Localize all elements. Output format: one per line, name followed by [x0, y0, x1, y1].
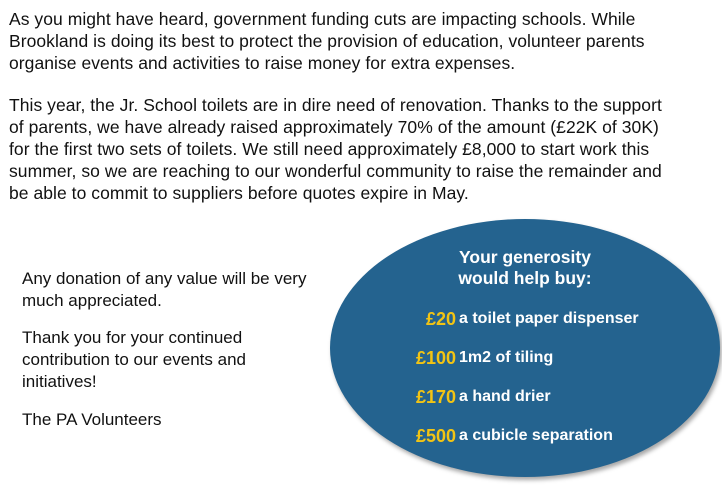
item-price: £100	[415, 348, 456, 368]
paragraph-line: organise events and activities to raise money for extra expenses.	[9, 53, 516, 73]
paragraph-line: Brookland is doing its best to protect the provision of education, volunteer parents	[9, 31, 645, 51]
paragraph-line: for the first two sets of toilets. We still need approximately £8,000 to start work this	[9, 139, 650, 159]
donation-item	[330, 307, 720, 331]
item-price: £170	[415, 387, 456, 407]
item-price: £500	[415, 426, 456, 446]
donation-line: much appreciated.	[22, 291, 162, 310]
oval-heading-line1: Your generosity	[459, 247, 591, 267]
donation-item	[330, 385, 720, 409]
donation-item	[330, 346, 720, 370]
item-description: 1m2 of tiling	[459, 349, 554, 366]
donation-item	[330, 424, 720, 448]
intro-paragraph-funding	[9, 8, 645, 74]
paragraph-line: of parents, we have already raised approximately 70% of the amount (£22K of 30K)	[9, 117, 659, 137]
item-price: £20	[425, 309, 456, 329]
signature-text: The PA Volunteers	[22, 410, 162, 429]
paragraph-line: As you might have heard, government funding cuts are impacting schools. While	[9, 9, 636, 29]
thanks-line: initiatives!	[22, 372, 97, 391]
thanks-line: contribution to our events and	[22, 350, 246, 369]
paragraph-line: This year, the Jr. School toilets are in dire need of renovation. Thanks to the support	[9, 95, 662, 115]
donation-note	[22, 268, 306, 312]
item-description: a hand drier	[459, 388, 551, 405]
signature	[22, 409, 162, 431]
thanks-note	[22, 327, 246, 393]
paragraph-line: summer, so we are reaching to our wonderful community to raise the remainder and	[9, 161, 662, 181]
donation-oval	[330, 219, 720, 477]
thanks-line: Thank you for your continued	[22, 328, 243, 347]
paragraph-line: be able to commit to suppliers before quotes expire in May.	[9, 183, 469, 203]
oval-heading-line2: would help buy:	[458, 268, 592, 288]
item-description: a cubicle separation	[459, 427, 613, 444]
intro-paragraph-renovation	[9, 94, 662, 204]
item-description: a toilet paper dispenser	[459, 310, 639, 327]
donation-line: Any donation of any value will be very	[22, 269, 307, 288]
